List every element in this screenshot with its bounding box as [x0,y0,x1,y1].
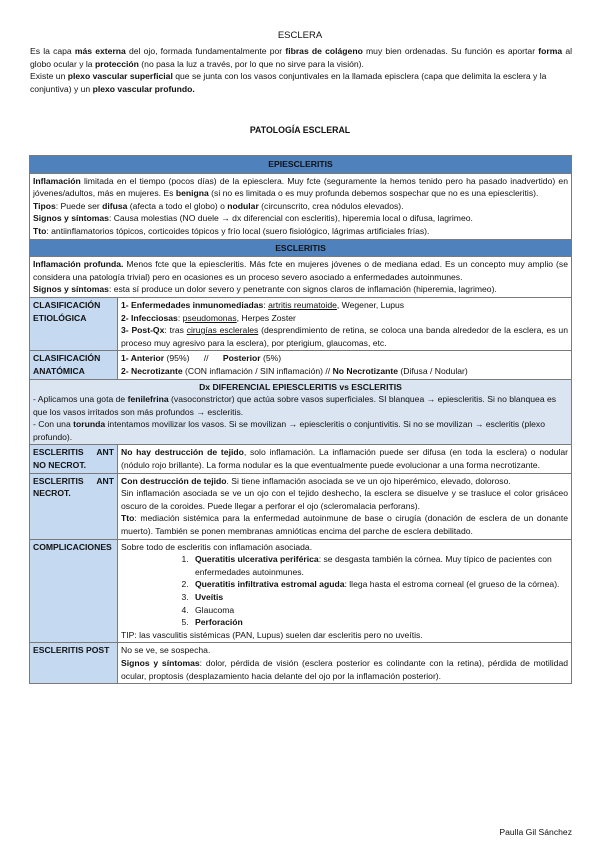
complicaciones-content: Sobre todo de escleritis con inflamación asociada. 1. Queratitis ulcerativa periférica: se desgasta también la córnea. Muy típico de pacientes con enfermedades autoinmunes. 2. Queratitis infiltrativa estromal aguda: llega hasta el estroma corneal (el grueso de la córnea). 3. Uveítis 4. Glaucoma 5. Perforación TIP: las vasculitis sistémicas (PAN, Lupus) suelen dar escleritis pero no uveítis. [118,539,572,643]
table-row [30,379,572,445]
row-label: CLASIFICACIÓN ETIOLÓGICA [30,297,118,350]
section-title: PATOLOGÍA ESCLERAL [249,125,351,135]
table-row [30,445,572,473]
posterior-content: No se ve, se sospecha. Signos y síntomas: dolor, pérdida de visión (esclera posterior es colindante con la retina), pérdida de motilidad ocular, proptosis (desplazamiento hacia delante del ojo por la inflamación posterior). [118,643,572,684]
row-label: ESCLERITIS POST [30,643,118,684]
row-label: ESCLERITIS ANT NECROT. [30,473,118,539]
necrotizante-content: Con destrucción de tejido. Si tiene inflamación asociada se ve un ojo hiperémico, elevado, doloroso. Sin inflamación asociada se ve un ojo con el tejido deshecho, la esclera se disuelve y se trasluce el color grisáceo oscuro de la coroides. Puede llegar a perforar el ojo (scleromalacia perforans). Tto: mediación sistémica para la enfermedad autoinmune de base o cirugía (donación de esclera de un donante muerto). También se ponen membranas amnióticas encima del parche de esclera debilitado. [118,473,572,539]
epiescleritis-header: EPIESCLERITIS [30,156,572,174]
intro-text [30,45,572,95]
table-row [30,297,572,350]
no-necrotizante-content: No hay destrucción de tejido, solo inflamación. La inflamación puede ser difusa (en toda la esclera) o nodular (nódulo rojo brillante). La forma nodular es la que eventualmente puede evolucionar a una forma necrotizante. [118,445,572,473]
table-row [30,239,572,257]
row-label: COMPLICACIONES [30,539,118,643]
table-row [30,643,572,684]
author-footer: Paulla Gil Sánchez [499,827,572,837]
row-label: ESCLERITIS ANT NO NECROT. [30,445,118,473]
table-row [30,257,572,298]
intro-paragraph-2: Existe un plexo vascular superficial que se junta con los vasos conjuntivales en la llamada episclera (capa que delimita la esclera y la conjuntiva) y un plexo vascular profundo. [30,71,547,94]
escleritis-header: ESCLERITIS [30,239,572,257]
dx-diferencial: Dx DIFERENCIAL EPIESCLERITIS vs ESCLERITIS - Aplicamos una gota de fenilefrina (vasoconstrictor) que actúa sobre vasos superficiales. SI blanquea → epiescleritis. Si no blanquea es que los vasos irritados son más profundos → escleritis. - Con una torunda intentamos movilizar los vasos. Si se movilizan → epiescleritis o conjuntivitis. Si no se movilizan → escleritis (plexo profundo). [30,379,572,445]
epiescleritis-body: Inflamación limitada en el tiempo (pocos días) de la epiesclera. Muy fcte (seguramente la hemos tenido pero ha pasado inadvertido) en jóvenes/adultos, más en mujeres. Es benigna (si no es limitada o es muy profunda debemos sospechar que no es una epiescleritis). Tipos: Puede ser difusa (afecta a todo el globo) o nodular (circunscrito, crea nódulos elevados). Signos y síntomas: Causa molestias (NO duele → dx diferencial con escleritis), hiperemia local o difusa, lagrimeo. Tto: antiinflamatorios tópicos, corticoides tópicos y frío local (suero fisiológico, lágrimas artificiales frías). [30,173,572,239]
page-title: ESCLERA [277,30,323,41]
pathology-table [29,155,572,684]
anatomica-content: 1- Anterior (95%) // Posterior (5%) 2- Necrotizante (CON inflamación / SIN inflamación) // No Necrotizante (Difusa / Nodular) [118,351,572,379]
table-row [30,156,572,174]
table-row [30,539,572,643]
table-row [30,173,572,239]
etiologica-content: 1- Enfermedades inmunomediadas: artritis reumatoide, Wegener, Lupus 2- Infecciosas: pseudomonas, Herpes Zoster 3- Post-Qx: tras cirugías esclerales (desprendimiento de retina, se coloca una banda alrededor de la esclera, es un proceso muy agresivo para la esclera), por pterigium, glaucomas, etc. [118,297,572,350]
table-row [30,473,572,539]
row-label: CLASIFICACIÓN ANATÓMICA [30,351,118,379]
intro-paragraph-1: Es la capa más externa del ojo, formada fundamentalmente por fibras de colágeno muy bien ordenadas. Su función es aportar forma al globo ocular y la protección (no pasa la luz a través, por lo que no sirve para la visión). [30,46,573,69]
escleritis-body: Inflamación profunda. Menos fcte que la epiescleritis. Más fcte en mujeres jóvenes o de mediana edad. Es un concepto muy amplio (se considera una patología trivial) pero en ocasiones es un proceso severo asociado a enfermedades autoinmunes. Signos y síntomas: esta sí produce un dolor severo y penetrante con signos claros de inflamación (hiperemia, lagrimeo). [30,257,572,298]
table-row [30,351,572,379]
